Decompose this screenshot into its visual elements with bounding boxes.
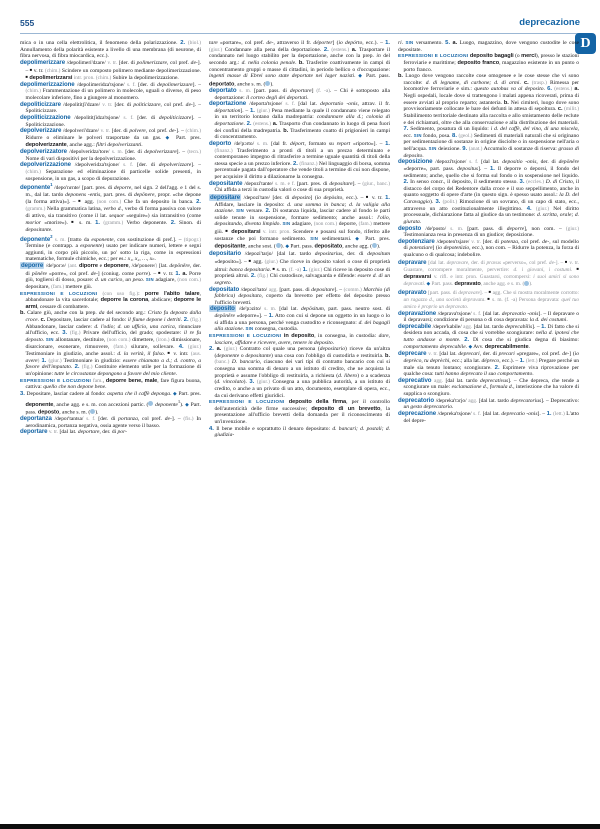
dictionary-entry: depotenziare /depoten'tsjare/ v. tr. [der. di potenza, col pref. de-, sul modello di potenziare] (io depotenìzio, ecc.), non com. – Ridurre la potenza, la forza di qualcuno o di qualcosa; indebolire. bbox=[398, 237, 579, 258]
dictionary-entry: depositato /depozi'tato/ agg. [part. pass. di depositare]. – (comm.) Marchio (di fabbrica) depositato, coperto da brevetto per effetto del deposito presso l'ufficio brevetti. bbox=[209, 285, 390, 306]
dictionary-entry: depravare [dal lat. depravare, der. di pravus «perverso», col pref. de-]. – ■ v. tr. Guastare, corrompere moralmente, pervertire: d. i giovani, i costumi. ■ depravarsi v. rifl. e intr. pron. Guastarsi, corrompersi: i suoi amici si sono depravati. ◆ Part. pass. depravato, anche agg. e s. m. ( ). bbox=[398, 258, 579, 287]
dictionary-entry: depositario /depozi'tarjo/ [dal lat. tardo depositarius, der. di depositum «deposito»]. – ■ agg. (giur.) Che riceve in deposito valori o cose di proprietà altrui: banca depositaria. ■ s. m. (f. -a) 1. (giur.) Chi riceve in deposito cose di proprietà altrui. 2. (fig.) Chi custodisce, salvaguarda e difende: essere d. di un segreto. bbox=[209, 250, 390, 286]
page-number: 555 bbox=[20, 18, 35, 28]
dictionary-entry: deprecare v. tr. [dal lat. deprecari, der. di precari «pregare», col pref. de-] (io deprèco, tu deprèchi, ecc.; alla lat. dépreco, ecc.). – 1. (lett.) Pregare perché un male sia tenuto lontano; scongiurare. 2. Esprimere viva riprovazione per qualche cosa: tutti hanno deprecato il suo comportamento. bbox=[398, 350, 579, 378]
dictionary-entry: depositante /depozi'tante/ s. m. e f. [part. pres. di depositare]. – (giur., banc.) Chi affida a terzi in custodia valori o cose di sua proprietà. bbox=[209, 179, 390, 194]
dictionary-entry: deprecatorio /depreka'tɔrjo/ agg. [dal lat. tardo deprecatorius]. – Deprecativo: un gesto deprecatorio. bbox=[398, 396, 579, 411]
running-head bbox=[20, 18, 580, 34]
text-column-2 bbox=[209, 40, 390, 824]
text-column-3 bbox=[398, 40, 579, 824]
sense-block: 3. Depositare, lasciar cadere al fondo: aspetta che il caffè deponga. ◆ Part. pres. deponente, anche agg. e s. m. con accezioni partic. ( deponente$^1$). ◆ Part. pass. deposto, anche s. m. ( ). bbox=[20, 390, 201, 416]
page-edge-shadow bbox=[0, 824, 600, 829]
sense-block: b. Luogo dove vengono raccolte cose omogenee e le cose stesse che vi sono raccolte: d. di legname, di carbone; d. di armi. c. (trasp.) Rimessa per locomotive ferroviarie e sim.: questo autobus va al deposito. 6. (estens.) a. Negli ospedali, locale dove si trattengono i malati appena ricoverati, prima di essere avviati al proprio reparto; astanteria. b. Nei cimiteri, luogo dove sono provvisoriamente collocate le bare dei defunti in attesa di sepoltura. c. (milit.) Stabilimento territoriale destinato alla raccolta e allo smistamento delle reclute e dei richiamati, oltre che alla conservazione e alla distribuzione dei materiali. 7. Sedimento, posatura di un liquido: i d. del caffè, del vino, di una miscela, ecc. SIN fondo, posa. 8. (geol.) Sedimenti di materiali naturali che si originano per sedimentazione di sostanze in origine disciolte o in sospensione nell'aria o nell'acqua. SIN deiezione. 9. (anat.) Accumulo di sostanze di riserva: grasso di deposito. bbox=[398, 73, 579, 159]
dictionary-entry: deprecazione /depreka'tsjone/ s. f. [dal lat. deprecatio -onis]. – 1. (lett.) L'atto del depre- bbox=[398, 409, 579, 424]
dictionary-entry: deposito /de'pɔzito/ s. m. [dal lat. depōsitum, part. pass. neutro sost. di depōněre «deporre»]. – 1. Atto con cui si depone un oggetto in un luogo o lo si affida a una persona, perché venga custodito e riconsegnato: d. dei bagagli alla stazione. SIN consegna, custodia. bbox=[210, 305, 390, 333]
entry-continuation: tare «portare», col pref. de-, attraverso il fr. déporter] (io depórto, ecc.). – 1. (giur.) Condannare alla pena della deportazione. 2. (estens.) a. Trasportare il condannato nel luogo stabilito per la deportazione, anche con la prep. in del secondo arg.: d. nella colonia penale. b. Trasferire coattivamente in campi di concentramento gruppi o masse di cittadini, in periodo bellico o d'occupazione: ingenti masse di Ebrei sono state deportate nei lager nazisti. ◆ Part. pass. deportato, anche s. m. ( ). bbox=[209, 40, 390, 88]
dictionary-entry: deposizione /depozi'tsjone/ s. f. [dal lat. depositio -onis, der. di depōněre «deporre», part. pass. depositus]. – 1. Il deporre o deporsi, il fondo del sedimento; anche, quello che si forma sul fondo o in sospensione nel liquido. 2. In senso concr., il deposito, il sedimento stesso. 3. (eccles.) D. di Cristo, il distacco del corpo del Redentore dalla croce e il suo seppellimento, anche in quanto soggetto di opere d'arte (in questo sign. è spesso usato assol.: la D. del Caravaggio). 3. (polit.) Rimozione di un sovrano, di un capo di stato, ecc., attraverso un atto costituzionalmente illegittimo. 4. (giur.) Nel diritto processuale, dichiarazione fatta al giudice da un testimone: d. scritta, orale; d. giurata. bbox=[398, 158, 579, 225]
dictionary-entry: depolimerizzazione /depolimeridza'tsjone/ s. f. [der. di depolimerizzare]. – (chim.) Frammentazione di un polimero in molecole, uguali o diverse, di peso molecolare inferiore, fino a giungere al monomero. bbox=[20, 80, 201, 101]
dictionary-entry: deponente$^2$ s. m. [tratto da esponente, con sostituzione di pref.]. – (tipogr.) Termine (e contrapp. a esponente) usato per indicare numeri, lettere e segni aggiunti, in corpo più piccolo, un po' sotto la riga, come in espressioni matematiche, formule chimiche, ecc.; per es.: x₁, x₂, …, xₙ. bbox=[20, 233, 201, 263]
expressions-block: ESPRESSIONI E LOCUZIONI deposito bagagli (o merci), presso le stazioni ferroviarie e marittime; deposito franco, magazzino esistente in un punto o porto franco. bbox=[398, 53, 579, 73]
dictionary-entry: deprecativo agg. [dal lat. tardo deprecativus]. – Che depreca, che tende a scongiurare un male: esclamazione d., formula d., interiezione che ha valore di supplica o scongiuro. bbox=[398, 376, 579, 397]
dictionary-entry: depravato [part. pass. di depravare]. – ■ agg. Che si mostra moralmente corrotto: un ragazzo d., una società depravata. ■ s. m. (f. -a) Persona depravata: quel tuo amico è proprio un depravato. bbox=[398, 288, 579, 310]
dictionary-entry: deportare v. tr. [dal lat. deportare, der. di por- bbox=[20, 428, 127, 436]
expressions-block: ESPRESSIONI E LOCUZIONI fam., deporre bene, male, fare figura buona, cattiva: quello che non depone bene. bbox=[20, 377, 201, 391]
dictionary-entry: depoliticizzazione /depolititʃidza'tsjone/ s. f. [der. di depoliticizzare]. – Spoliticizzazione. bbox=[20, 113, 201, 128]
text-column-1 bbox=[20, 40, 201, 824]
expressions-block: ESPRESSIONI E LOCUZIONI deposito della firma, per il controllo dell'autenticità delle firme successive; deposito di un brevetto, la presentazione all'ufficio brevetti della domanda per il riconoscimento di un'invenzione. bbox=[209, 399, 390, 425]
dictionary-entry: deportazione /deporta'tsjone/ s. f. [dal lat. deportatio -onis, attrav. il fr. déportation]. – 1. (giur.) Pena mediante la quale il condannato viene relegato in un territorio lontano dalla madrepatria: condannare alla d.; colonia di deportazione. 2. (estens.) a. Trasporto d'un condannato in luogo di pena fuori dei confini della madrepatria. b. Trasferimento coatto di prigionieri in campi di concentramento. bbox=[209, 100, 390, 141]
dictionary-entry: deportanza /depor'tantsa/ s. f. [der. di portanza, col pref. de-]. – (fis.) In aerodinamica, portanza negativa, ossia agente verso il basso. bbox=[20, 415, 201, 429]
sense-block: b. Calare giù, anche con la prep. da del secondo arg.: Cristo fu deposto dalla croce. c. Depositare, lasciar cadere al fondo: il fiume depone i detriti. 2. (fig.) Abbandonare, lasciar cadere: d. l'odio; d. un ufficio, una carica, rinunciare all'ufficio, ecc. 3. (fig.) Privare dell'ufficio, del grado; spodestare: il re fu deposto. SIN allontanare, destituire, (non com.) dimettere, (iron.) dimissionare, disarcionare, esonerare, rimuovere, (fam.) silurare, sollevare. 4. (giur.) Testimoniare in giudizio, anche assol.: d. la verità, il falso. ■ v. intr. (aus. avere) 1. (giur.) Testimoniare in giudizio: essere chiamato a d.; d. contro, a favore dell'imputato. 2. (fig.) Costituire elemento utile per la formazione di un'opinione: tutte le circostanze depongono a favore del mio cliente. bbox=[20, 310, 201, 378]
columns-container bbox=[20, 40, 580, 824]
dictionary-entry: depositare /depozi'tare/ [der. di deposito] (io depòsito, ecc.). – ■ v. tr. 1. Affidare, lasciare in deposito: d. una somma in banca; d. la valigia alla stazione. SIN versare. 2. Di sostanza liquida, lasciar cadere al fondo le parti solide tenute in sospensione, formare sedimento; anche assol.: l'olio, depositando, diventa limpido. SIN adagiare, (non com.) deporre, (fam.) mettere giù. ■ depositarsi v. intr. pron. Scendere e posarsi sul fondo, riferito alle sostanze che poi formano sedimento. SIN sedimentarsi. ◆ Part. pres. depositante, anche sost. ( ). ◆ Part. pass. depositato, anche agg. ( ). bbox=[210, 193, 390, 250]
sense-block: 4. Il bene mobile e soprattutto il denaro depositato: d. bancari; d. postali; d. giudizia- bbox=[209, 425, 390, 439]
letter-tab-d[interactable]: D bbox=[575, 33, 596, 54]
dictionary-entry: deportato s. m. [part. pass. di deportare] (f. -a). – Chi è sottoposto alla deportazione: il corteo degli dei deportati. bbox=[209, 86, 390, 101]
dictionary-entry: depolverizzazione /depolveridza'tsjone/ s. f. [der. di depolverizzare]. – (chim.) Separazione ed eliminazione di particelle solide presenti, in sospensione, in un gas, a scopo di depurazione. bbox=[20, 161, 201, 182]
dictionary-entry: deporre /de'por:e/ (ant. diporre e deponere, /de'ponere/) [lat. depōněre, der. di pōněre «porre», col pref. de-] (coniug. come porre). – ■ v. tr. 1. a. Porre giù, togliersi di dosso, posare: d. un carico, un peso. SIN adagiare, (non com.) depositare, (fam.) mettere giù. bbox=[21, 262, 201, 290]
entry-continuation: ri. SIN versamento. 5. a. Luogo, magazzino, dove vengono custodite le cose depositate. bbox=[398, 40, 579, 53]
sense-block: 2. a. (giur.) Contratto col quale una persona (depositario) riceve da un'altra (deponente o depositante) una cosa con l'obbligo di custodirla e restituirla. b. (banc.) D. bancario, ciascuno dei vari tipi di contratto bancario con cui si consegna una somma di denaro a un istituto di credito, che ne acquista la proprietà e assume l'obbligo di restituirla, a richiesta (d. libero) o a scadenza (d. vincolato). 3. (giur.) Consegna a una pubblica autorità, a un istituto di credito, o anche a un privato di un atto, documento, esemplare di opera, ecc., da cui derivano effetti giuridici. bbox=[209, 346, 390, 399]
dictionary-entry: depoliticizzare /depolititʃi'dzare/ v. tr. [der. di politicizzare, col pref. de-]. – Spoliticizzare. bbox=[20, 100, 201, 115]
dictionary-entry: deporto /de'pɔrto/ s. m. [dal fr. déport, formato su report «riporto»]. – 1. (finanz.) Trasferimento a pronti di titoli a un prezzo determinato e contemporaneo impegno di ritrasferire a termine uguale quantità di titoli della stessa specie a un prezzo inferiore. 2. (finanz.) Nel linguaggio di borsa, somma percentuale pagata dall'operatore che vende titoli a termine di cui non dispone, per acquisire il diritto a dilazionarne la consegna. bbox=[209, 139, 390, 180]
expressions-block: ESPRESSIONI E LOCUZIONI (con uso fig.): porre l'abito talare, abbandonare la vita sacerdotale; deporre la corona, abdicare; deporre le armi, cessare di combattere. bbox=[20, 290, 201, 310]
dictionary-entry: deprecabile /depre'kabile/ agg. [dal lat. tardo deprecabĭlis]. – 1. Di fatto che si desidera non accada, di cosa che si vorrebbe scongiurare: nella d. ipotesi che tutto andasse a monte. 2. Di cosa che si giudica degna di biasimo: comportamento deprecabile. ◆ Avv. deprecabilmente. bbox=[398, 322, 579, 350]
running-head-word: deprecazione bbox=[519, 17, 580, 28]
dictionary-entry: deponente$^1$ /depo'nɛnte/ [part. pres. di deporre, nel sign. 2 dell'agg. e 1 del s. m., dal lat. tardo deponens -entis, part. pres. di depōnere, propr. «che depone (la forma attiva)»]. – ■ agg. (non com.) Che fa un deposito in banca. 2. (gramm.) Nella grammatica latina, verbo d., verbo di forma passiva con valore di attivo, sia transitivo (come il lat. sequor «seguire») sia intransitivo (come morior «morire»). ■ s. m. 1. (gramm.) Verbo deponente. 2. Sinon. di depositante. bbox=[20, 182, 201, 233]
expressions-block: ESPRESSIONI E LOCUZIONI in deposito, in consegna, in custodia: dare, lasciare, affidare e ricevere, avere, tenere in deposito. bbox=[209, 332, 390, 346]
dictionary-entry: depravazione /deprava'tsjone/ s. f. [dal lat. depravatio -onis]. – Il depravare o il depravarsi; condizione di persona o di cosa depravata: la d. dei costumi. bbox=[398, 309, 579, 324]
dictionary-entry: depolverizzatore /depolveridza'tore/ s. m. [der. di depolverizzare]. – (tecn.) Nome di vari dispositivi per la depolverizzazione. bbox=[20, 148, 201, 162]
dictionary-entry: deposto /de'posto/ s. m. [part. pass. di deporre], non com. – (giur.) Testimonianza resa in presenza di un giudice; deposizione. bbox=[398, 224, 579, 239]
dictionary-entry: depolverizzare /depolveri'dzare/ v. tr. [der. di polvere, col pref. de-]. – (chim.) Ridurre o eliminare le polveri trasportate da un gas. ◆ Part. pres. depolverizzante, anche agg.: filtri depolverizzanti. bbox=[20, 127, 201, 149]
entry-continuation: mica o in una cella elettrolitica, il fenomeno della polarizzazione. 2. (biol.) Annullamento della polarità esistente a livello di una membrana (di neurone, di fibra nervosa, di fibra miocardica, ecc.). bbox=[20, 40, 201, 60]
dictionary-entry: depolimerizzare /depolimeri'dzare/ v. tr. [der. di polimerizzare, col pref. de-]. – ■ v. tr. (chim.) Scindere un composto polimero mediante depolimerizzazione. ■ depolimerizzarsi intr. pron. (chim.) Subire la depolimerizzazione. bbox=[20, 58, 201, 82]
